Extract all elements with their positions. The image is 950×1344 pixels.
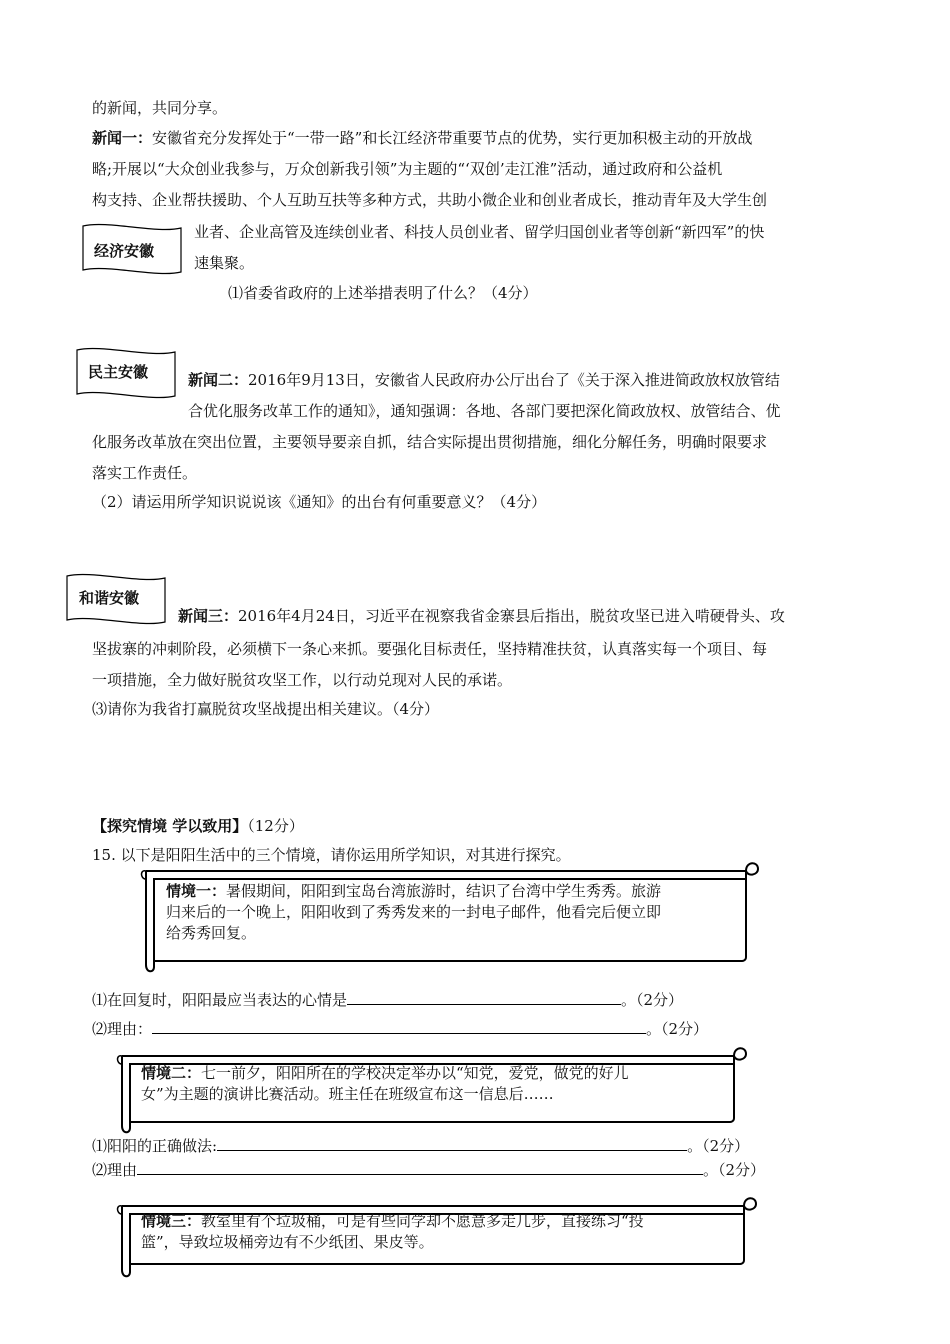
news1-question: ⑴省委省政府的上述举措表明了什么？（4分） xyxy=(228,284,538,302)
scenario1-line3: 给秀秀回复。 xyxy=(166,924,257,942)
scenario2-q1-end: 。（2分） xyxy=(687,1137,750,1155)
scenario2-line1 xyxy=(141,1063,629,1084)
scenario2-q2-end: 。（2分） xyxy=(703,1161,766,1179)
news2-label: 新闻二： xyxy=(188,371,249,389)
scenario2-q1-text: ⑴阳阳的正确做法: xyxy=(92,1137,218,1155)
news2-line3: 化服务改革放在突出位置，主要领导要亲自抓，结合实际提出贯彻措施，细化分解任务，明确时限要求 xyxy=(92,433,768,451)
scenario1-q2-end: 。（2分） xyxy=(646,1020,709,1038)
scenario3-line2: 篮”，导致垃圾桶旁边有不少纸团、果皮等。 xyxy=(141,1233,434,1251)
scenario1-q2-blank[interactable] xyxy=(152,1019,646,1034)
intro-text: 的新闻，共同分享。 xyxy=(92,99,228,117)
scenario2-q2-text: ⑵理由 xyxy=(92,1161,138,1179)
scenario2-q1 xyxy=(92,1136,749,1156)
scenario1-label: 情境一： xyxy=(166,882,227,900)
flag-democracy: 民主安徽 xyxy=(88,363,149,381)
news1-line5: 速集聚。 xyxy=(194,254,255,272)
scenario1-q1 xyxy=(92,990,683,1010)
scenario3-text-1: 教室里有个垃圾桶，可是有些同学却不愿意多走几步，直接练习“投 xyxy=(201,1212,644,1230)
news1-line3: 构支持、企业帮扶援助、个人互助互扶等多种方式，共助小微企业和创业者成长，推动青年及大学生创 xyxy=(92,191,768,209)
news2-line2: 合优化服务改革工作的通知》，通知强调：各地、各部门要把深化简政放权、放管结合、优 xyxy=(188,402,781,420)
news3-text-1: 2016年4月24日，习近平在视察我省金寨县后指出，脱贫攻坚已进入啃硬骨头、攻 xyxy=(238,607,785,625)
scenario1-q2-text: ⑵理由： xyxy=(92,1020,153,1038)
scenario1-q2 xyxy=(92,1019,708,1039)
scenario1-q1-end: 。（2分） xyxy=(621,991,684,1009)
question-15: 15. 以下是阳阳生活中的三个情境，请你运用所学知识，对其进行探究。 xyxy=(92,846,571,864)
scenario2-text-1: 七一前夕，阳阳所在的学校决定举办以“知党，爱党，做党的好儿 xyxy=(201,1064,629,1082)
news1-label: 新闻一： xyxy=(92,129,153,147)
scenario2-line2: 女”为主题的演讲比赛活动。班主任在班级宣布这一信息后…… xyxy=(141,1085,554,1103)
news1-line2: 略;开展以“大众创业我参与，万众创新我引领”为主题的“‘双创’走江淮”活动，通过政府和公益机 xyxy=(92,160,723,178)
news1-line1 xyxy=(92,128,752,148)
scenario1-q1-text: ⑴在回复时，阳阳最应当表达的心情是 xyxy=(92,991,348,1009)
news1-line4: 业者、企业高管及连续创业者、科技人员创业者、留学归国创业者等创新“新四军”的快 xyxy=(194,223,765,241)
news3-question: ⑶请你为我省打赢脱贫攻坚战提出相关建议。（4分） xyxy=(92,700,440,718)
scenario2-label: 情境二： xyxy=(141,1064,202,1082)
news2-line1 xyxy=(188,370,780,390)
news3-label: 新闻三： xyxy=(178,607,239,625)
scenario2-q1-blank[interactable] xyxy=(217,1136,687,1151)
scenario2-q2-blank[interactable] xyxy=(137,1160,703,1175)
section-header xyxy=(92,816,304,836)
section-score: （12分） xyxy=(247,817,304,835)
news3-line1 xyxy=(178,606,785,626)
flag-economy: 经济安徽 xyxy=(94,242,155,260)
news3-line2: 坚拔寨的冲刺阶段，必须横下一条心来抓。要强化目标责任，坚持精准扶贫，认真落实每一个项目、每 xyxy=(92,640,768,658)
news2-question: （2）请运用所学知识说说该《通知》的出台有何重要意义？（4分） xyxy=(92,493,547,511)
news2-text-1: 2016年9月13日，安徽省人民政府办公厅出台了《关于深入推进简政放权放管结 xyxy=(248,371,780,389)
scenario3-line1 xyxy=(141,1211,644,1232)
scenario2-q2 xyxy=(92,1160,765,1180)
scenario1-line2: 归来后的一个晚上，阳阳收到了秀秀发来的一封电子邮件，他看完后便立即 xyxy=(166,903,662,921)
news3-line3: 一项措施，全力做好脱贫攻坚工作，以行动兑现对人民的承诺。 xyxy=(92,671,513,689)
scenario1-text-1: 暑假期间，阳阳到宝岛台湾旅游时，结识了台湾中学生秀秀。旅游 xyxy=(226,882,662,900)
scenario1-line1 xyxy=(166,881,661,902)
section-title: 【探究情境 学以致用】 xyxy=(92,817,248,835)
scenario3-label: 情境三： xyxy=(141,1212,202,1230)
news2-line4: 落实工作责任。 xyxy=(92,464,198,482)
scenario1-q1-blank[interactable] xyxy=(347,990,621,1005)
flag-harmony: 和谐安徽 xyxy=(79,589,140,607)
news1-text-1: 安徽省充分发挥处于“一带一路”和长江经济带重要节点的优势，实行更加积极主动的开放战 xyxy=(152,129,753,147)
